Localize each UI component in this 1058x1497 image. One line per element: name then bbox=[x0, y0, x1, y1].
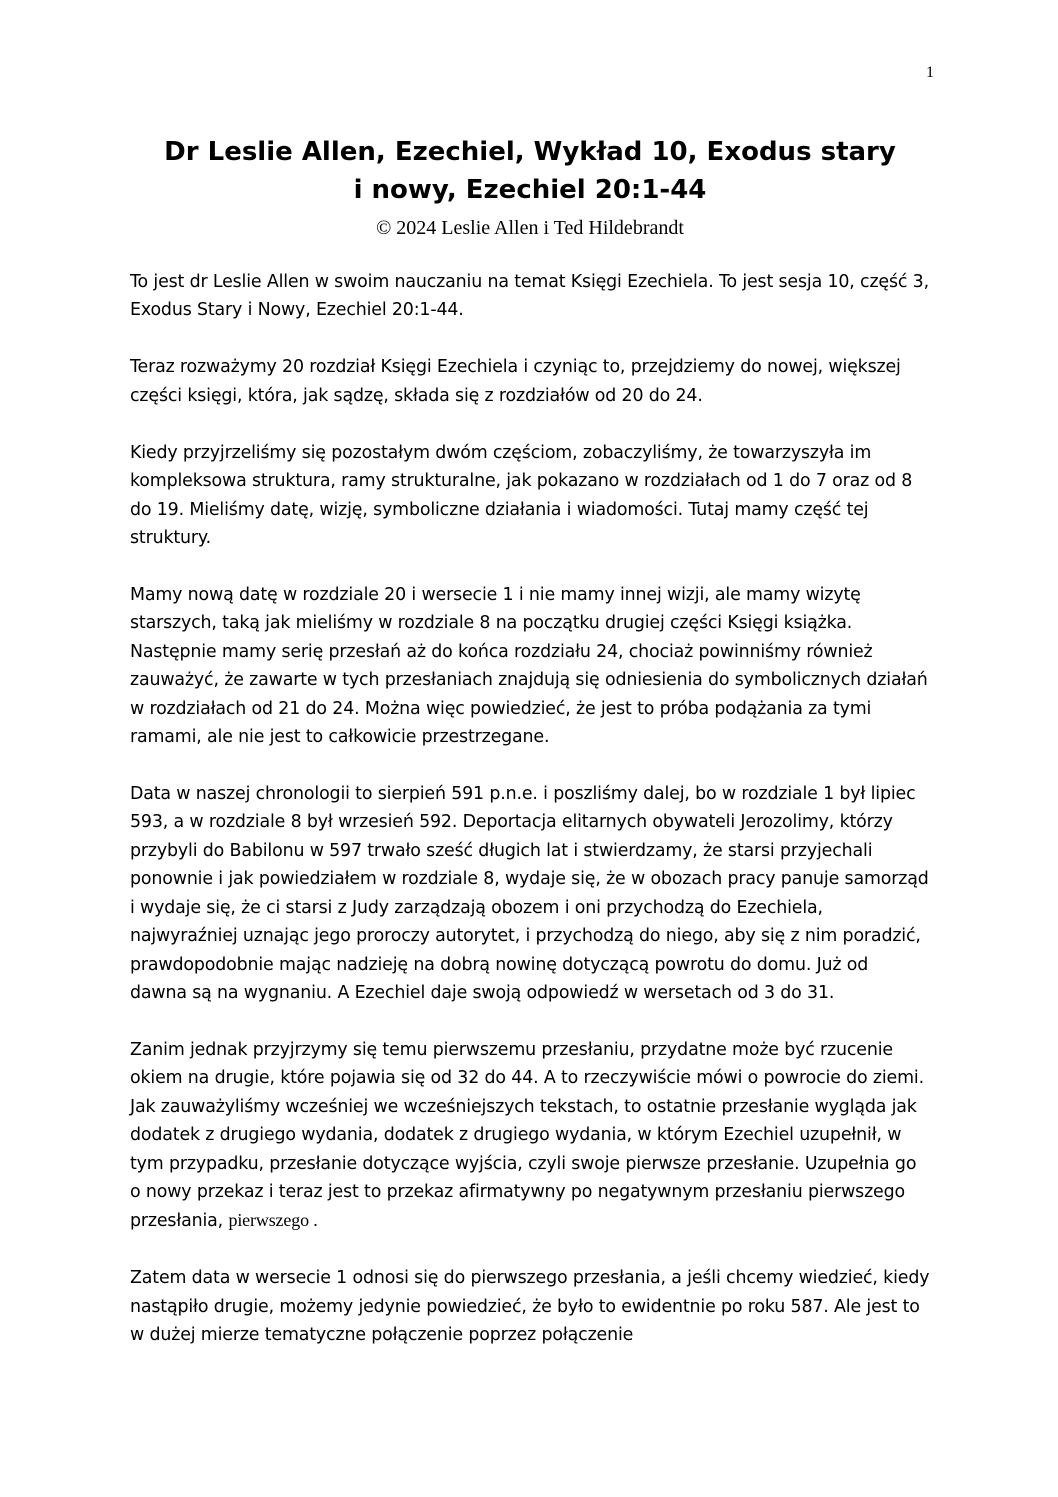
paragraph-6-text: Zanim jednak przyjrzymy się temu pierwszemu przesłaniu, przydatne może być rzucenie okiem na drugie, które pojawia się od 32 do 44. A to rzeczywiście mówi o powrocie do ziemi. Jak zauważyliśmy wcześniej we wcześniejszych tekstach, to ostatnie przesłanie wygląda jak dodatek z drugiego wydania, dodatek z drugiego wydania, w którym Ezechiel uzupełnił, w tym przypadku, przesłanie dotyczące wyjścia, czyli swoje pierwsze przesłanie. Uzupełnia go o nowy przekaz i teraz jest to przekaz afirmatywny po negatywnym przesłaniu pierwszego przesłania, bbox=[130, 1039, 924, 1232]
title-line-2: i nowy, Ezechiel 20:1-44 bbox=[353, 175, 707, 205]
paragraph-6-tail: pierwszego . bbox=[228, 1210, 318, 1231]
paragraph-2: Teraz rozważymy 20 rozdział Księgi Ezechiela i czyniąc to, przejdziemy do nowej, większej części księgi, która, jak sądzę, składa się z rozdziałów od 20 do 24. bbox=[130, 357, 901, 406]
paragraph-4: Mamy nową datę w rozdziale 20 i wersecie 1 i nie mamy innej wizji, ale mamy wizytę starszych, taką jak mieliśmy w rozdziale 8 na początku drugiej części Księgi książka. Następnie mamy serię przesłań aż do końca rozdziału 24, chociaż powinniśmy również zauważyć, że zawarte w tych przesłaniach znajdują się odniesienia do symbolicznych działań w rozdziałach od 21 do 24. Można więc powiedzieć, że jest to próba podążania za tymi ramami, ale nie jest to całkowicie przestrzegane. bbox=[130, 585, 928, 748]
page-number: 1 bbox=[926, 64, 934, 81]
document-body bbox=[130, 268, 930, 1378]
paragraph-6 bbox=[130, 1036, 930, 1236]
paragraph-7: Zatem data w wersecie 1 odnosi się do pierwszego przesłania, a jeśli chcemy wiedzieć, kiedy nastąpiło drugie, możemy jedynie powiedzieć, że było to ewidentnie po roku 587. Ale jest to w dużej mierze tematyczne połączenie poprzez połączenie bbox=[130, 1268, 930, 1346]
paragraph-1: To jest dr Leslie Allen w swoim nauczaniu na temat Księgi Ezechiela. To jest sesja 10, część 3, Exodus Stary i Nowy, Ezechiel 20:1-44. bbox=[130, 272, 929, 321]
title-line-1: Dr Leslie Allen, Ezechiel, Wykład 10, Exodus stary bbox=[164, 137, 896, 167]
document-title bbox=[130, 133, 930, 209]
paragraph-5: Data w naszej chronologii to sierpień 591 p.n.e. i poszliśmy dalej, bo w rozdziale 1 był lipiec 593, a w rozdziale 8 był wrzesień 592. Deportacja elitarnych obywateli Jerozolimy, którzy przybyli do Babilonu w 597 trwało sześć długich lat i stwierdzamy, że starsi przyjechali ponownie i jak powiedziałem w rozdziale 8, wydaje się, że w obozach pracy panuje samorząd i wydaje się, że ci starsi z Judy zarządzają obozem i oni przychodzą do Ezechiela, najwyraźniej uznając jego proroczy autorytet, i przychodzą do niego, aby się z nim poradzić, prawdopodobnie mając nadzieję na dobrą nowinę dotyczącą powrotu do domu. Już od dawna są na wygnaniu. A Ezechiel daje swoją odpowiedź w wersetach od 3 do 31. bbox=[130, 784, 929, 1003]
paragraph-3: Kiedy przyjrzeliśmy się pozostałym dwóm częściom, zobaczyliśmy, że towarzyszyła im kompleksowa struktura, ramy strukturalne, jak pokazano w rozdziałach od 1 do 7 oraz od 8 do 19. Mieliśmy datę, wizję, symboliczne działania i wiadomości. Tutaj mamy część tej struktury. bbox=[130, 442, 913, 549]
copyright-notice: © 2024 Leslie Allen i Ted Hildebrandt bbox=[376, 217, 684, 239]
